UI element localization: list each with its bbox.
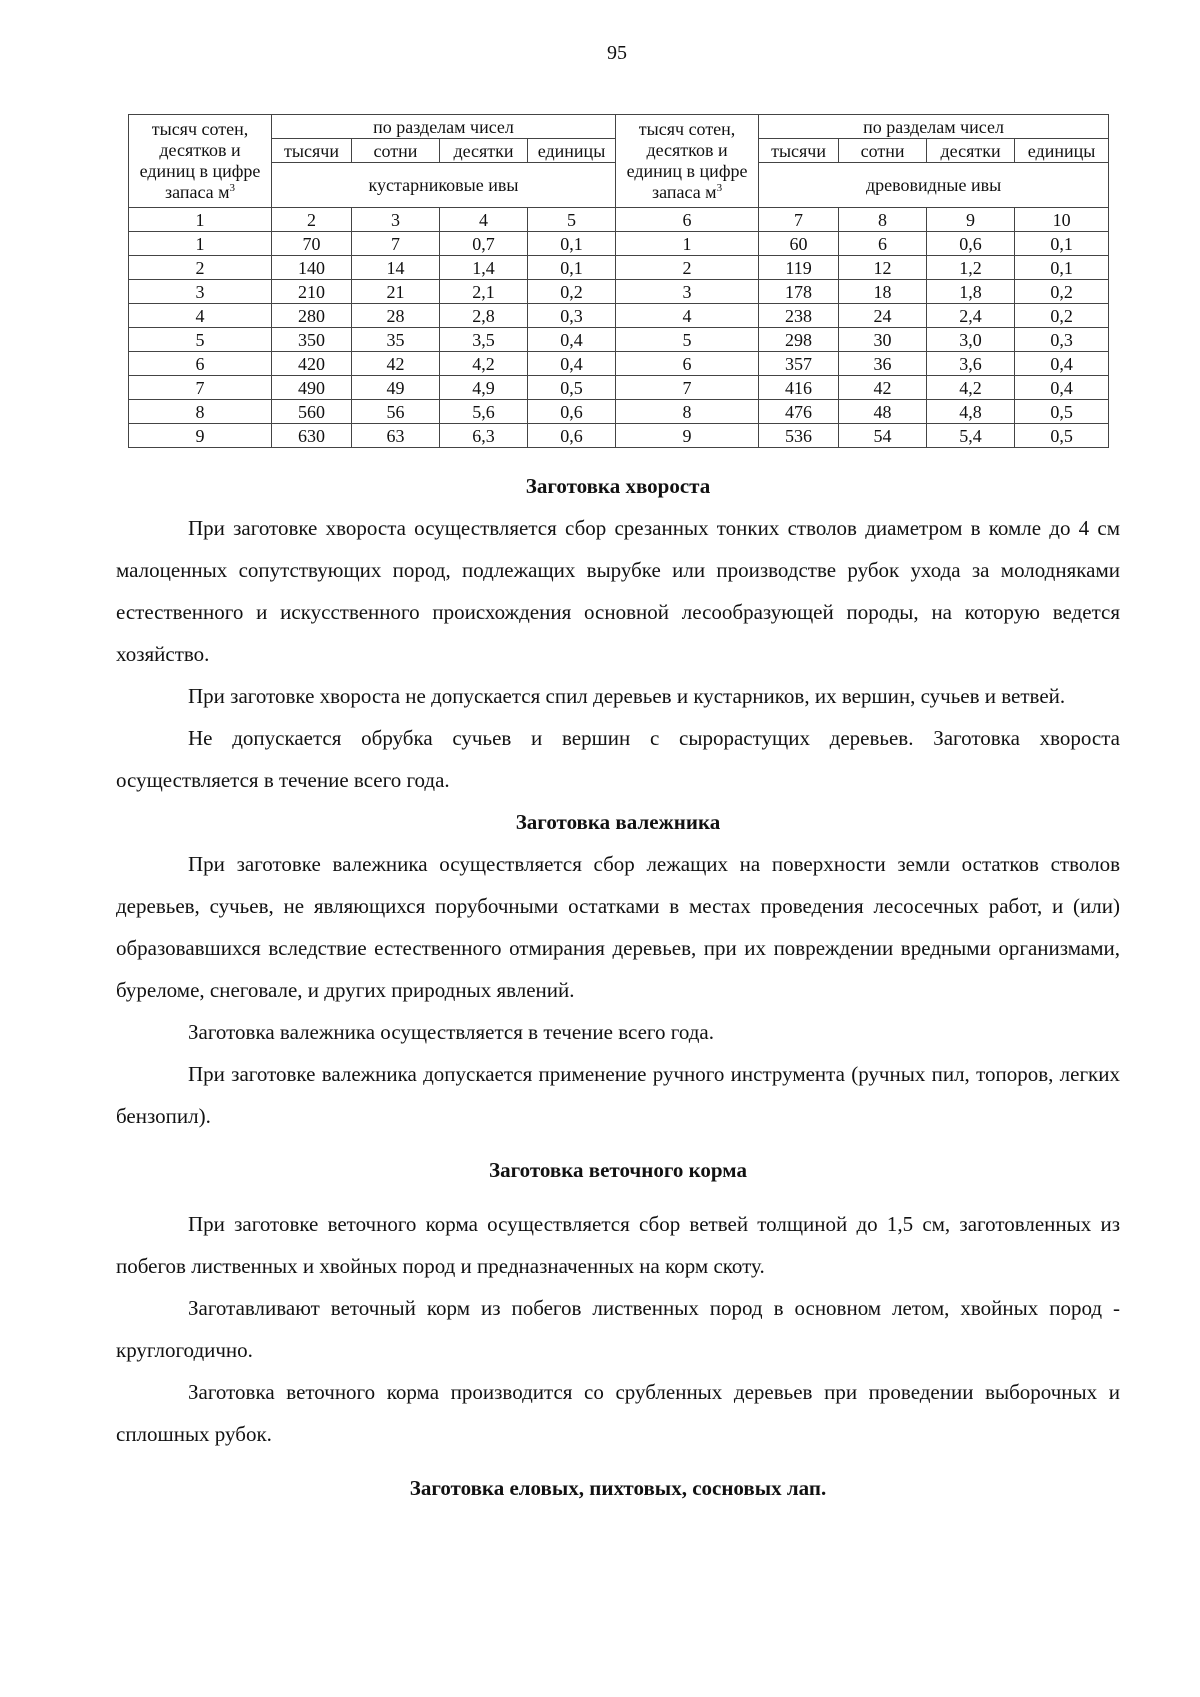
table-cell: 119: [759, 256, 839, 280]
table-cell: 24: [839, 304, 927, 328]
table-cell: 5,4: [927, 424, 1015, 448]
table-cell: 5,6: [440, 400, 528, 424]
paragraph: Не допускается обрубка сучьев и вершин с сырорастущих деревьев. Заготовка хвороста осуществляется в течение всего года.: [116, 726, 1120, 792]
table-cell: 12: [839, 256, 927, 280]
table-cell: 3,0: [927, 328, 1015, 352]
table-cell: 536: [759, 424, 839, 448]
table-cell: 0,4: [1015, 376, 1109, 400]
table-cell: 1,8: [927, 280, 1015, 304]
table-cell: 0,5: [1015, 424, 1109, 448]
table-cell: 476: [759, 400, 839, 424]
table-cell: 30: [839, 328, 927, 352]
table-cell: 298: [759, 328, 839, 352]
table-cell: 0,6: [528, 424, 616, 448]
table-cell: 490: [272, 376, 352, 400]
table-cell: 2: [616, 256, 759, 280]
table-cell: 4,8: [927, 400, 1015, 424]
table-row: [129, 280, 1109, 304]
table-cell: 1,4: [440, 256, 528, 280]
column-number: 1: [129, 208, 272, 232]
header-right-group: по разделам чисел: [759, 115, 1109, 139]
table-cell: 0,2: [1015, 304, 1109, 328]
column-number: 4: [440, 208, 528, 232]
header-right-stock-label: тысяч сотен, десятков и единиц в цифре запаса $м^3$: [616, 115, 759, 208]
header-left-stock-label: тысяч сотен, десятков и единиц в цифре запаса $м^3$: [129, 115, 272, 208]
table-cell: 14: [352, 256, 440, 280]
table-cell: 0,1: [1015, 232, 1109, 256]
paragraph: Заготовка валежника осуществляется в течение всего года.: [188, 1020, 714, 1044]
table-cell: 28: [352, 304, 440, 328]
table-cell: 0,5: [528, 376, 616, 400]
paragraph: Заготовка веточного корма производится со срубленных деревьев при проведении выборочных и сплошных рубок.: [116, 1380, 1120, 1446]
column-number: 10: [1015, 208, 1109, 232]
column-number: 2: [272, 208, 352, 232]
heading-deadwood: Заготовка валежника: [515, 810, 721, 834]
table-cell: 6: [616, 352, 759, 376]
table-cell: 3,6: [927, 352, 1015, 376]
header-sub-cell: тысячи: [272, 139, 352, 163]
table-row: [129, 256, 1109, 280]
table-cell: 630: [272, 424, 352, 448]
table-cell: 3,5: [440, 328, 528, 352]
willow-stock-table: [128, 114, 1109, 448]
table-cell: 280: [272, 304, 352, 328]
table-cell: 9: [129, 424, 272, 448]
table-row: [129, 232, 1109, 256]
header-sub-cell: единицы: [1015, 139, 1109, 163]
table-cell: 35: [352, 328, 440, 352]
table-row: [129, 304, 1109, 328]
table-cell: 7: [129, 376, 272, 400]
column-number: 8: [839, 208, 927, 232]
header-sub-cell: сотни: [839, 139, 927, 163]
table-cell: 0,2: [528, 280, 616, 304]
table-cell: 0,3: [528, 304, 616, 328]
table-cell: 350: [272, 328, 352, 352]
table-cell: 36: [839, 352, 927, 376]
table-cell: 4,2: [927, 376, 1015, 400]
paragraph: При заготовке веточного корма осуществляется сбор ветвей толщиной до 1,5 см, заготовленных из побегов лиственных и хвойных пород и предназначенных на корм скоту.: [116, 1212, 1120, 1278]
table-cell: 63: [352, 424, 440, 448]
table-row: [129, 376, 1109, 400]
paragraph: При заготовке валежника допускается применение ручного инструмента (ручных пил, топоров, легких бензопил).: [116, 1062, 1120, 1128]
table-cell: 4,9: [440, 376, 528, 400]
table-cell: 49: [352, 376, 440, 400]
table-cell: 9: [616, 424, 759, 448]
paragraph: При заготовке валежника осуществляется сбор лежащих на поверхности земли остатков стволов деревьев, сучьев, не являющихся порубочными остатками в местах проведения лесосечных работ, и (или) образовавшихся вследствие естественного отмирания деревьев, при их повреждении вредными организмами, буреломе, снеговале, и других природных явлений.: [116, 852, 1120, 1002]
table-cell: 2: [129, 256, 272, 280]
column-number: 9: [927, 208, 1015, 232]
table-cell: 210: [272, 280, 352, 304]
heading-conifer-branches: Заготовка еловых, пихтовых, сосновых лап.: [409, 1476, 827, 1500]
table-cell: 0,5: [1015, 400, 1109, 424]
table-cell: 6: [129, 352, 272, 376]
header-species-shrub-willows: кустарниковые ивы: [272, 163, 616, 208]
table-cell: 2,1: [440, 280, 528, 304]
table-cell: 60: [759, 232, 839, 256]
table-cell: 5: [129, 328, 272, 352]
table-cell: 7: [616, 376, 759, 400]
table-cell: 357: [759, 352, 839, 376]
table-cell: 560: [272, 400, 352, 424]
column-number: 3: [352, 208, 440, 232]
table-cell: 140: [272, 256, 352, 280]
table-cell: 0,6: [927, 232, 1015, 256]
table-cell: 6: [839, 232, 927, 256]
table-cell: 5: [616, 328, 759, 352]
table-body: [129, 232, 1109, 448]
header-sub-cell: десятки: [440, 139, 528, 163]
table-cell: 18: [839, 280, 927, 304]
header-species-tree-willows: древовидные ивы: [759, 163, 1109, 208]
paragraph: При заготовке хвороста осуществляется сбор срезанных тонких стволов диаметром в комле до 4 см малоценных сопутствующих пород, подлежащих вырубке или производстве рубок ухода за молодняками естественного и искусственного происхождения основной лесообразующей породы, на которую ведется хозяйство.: [116, 516, 1120, 666]
body-text: [116, 465, 1120, 1509]
header-sub-cell: единицы: [528, 139, 616, 163]
table-cell: 0,6: [528, 400, 616, 424]
paragraph: При заготовке хвороста не допускается спил деревьев и кустарников, их вершин, сучьев и ветвей.: [188, 684, 1066, 708]
column-number-row: [129, 208, 1109, 232]
table-cell: 21: [352, 280, 440, 304]
table-cell: 70: [272, 232, 352, 256]
header-sub-cell: десятки: [927, 139, 1015, 163]
table-cell: 238: [759, 304, 839, 328]
table-cell: 0,2: [1015, 280, 1109, 304]
table-cell: 6,3: [440, 424, 528, 448]
table-row: [129, 424, 1109, 448]
table-cell: 3: [616, 280, 759, 304]
page-number: 95: [607, 42, 627, 64]
table-cell: 54: [839, 424, 927, 448]
table-cell: 8: [616, 400, 759, 424]
table-row: [129, 400, 1109, 424]
table-cell: 4,2: [440, 352, 528, 376]
table-cell: 8: [129, 400, 272, 424]
table-cell: 4: [129, 304, 272, 328]
table-cell: 7: [352, 232, 440, 256]
table-cell: 56: [352, 400, 440, 424]
column-number: 6: [616, 208, 759, 232]
table-row: [129, 352, 1109, 376]
table-cell: 2,4: [927, 304, 1015, 328]
table-cell: 0,7: [440, 232, 528, 256]
table-cell: 416: [759, 376, 839, 400]
table-cell: 0,1: [1015, 256, 1109, 280]
table-cell: 4: [616, 304, 759, 328]
table-row: [129, 328, 1109, 352]
table-cell: 3: [129, 280, 272, 304]
header-left-group: по разделам чисел: [272, 115, 616, 139]
table-header: [129, 115, 1109, 232]
heading-brushwood: Заготовка хвороста: [525, 474, 711, 498]
table-cell: 42: [839, 376, 927, 400]
table-cell: 0,3: [1015, 328, 1109, 352]
table-cell: 42: [352, 352, 440, 376]
table-cell: 1,2: [927, 256, 1015, 280]
header-sub-cell: сотни: [352, 139, 440, 163]
table-cell: 0,1: [528, 256, 616, 280]
table-cell: 0,4: [528, 352, 616, 376]
table-cell: 48: [839, 400, 927, 424]
table-cell: 420: [272, 352, 352, 376]
table-cell: 0,4: [1015, 352, 1109, 376]
header-sub-cell: тысячи: [759, 139, 839, 163]
table-cell: 2,8: [440, 304, 528, 328]
column-number: 7: [759, 208, 839, 232]
heading-twig-fodder: Заготовка веточного корма: [489, 1158, 747, 1182]
table-cell: 0,1: [528, 232, 616, 256]
table-cell: 178: [759, 280, 839, 304]
paragraph: Заготавливают веточный корм из побегов лиственных пород в основном летом, хвойных пород - круглогодично.: [116, 1296, 1120, 1362]
column-number: 5: [528, 208, 616, 232]
table-cell: 0,4: [528, 328, 616, 352]
table-cell: 1: [129, 232, 272, 256]
table-cell: 1: [616, 232, 759, 256]
